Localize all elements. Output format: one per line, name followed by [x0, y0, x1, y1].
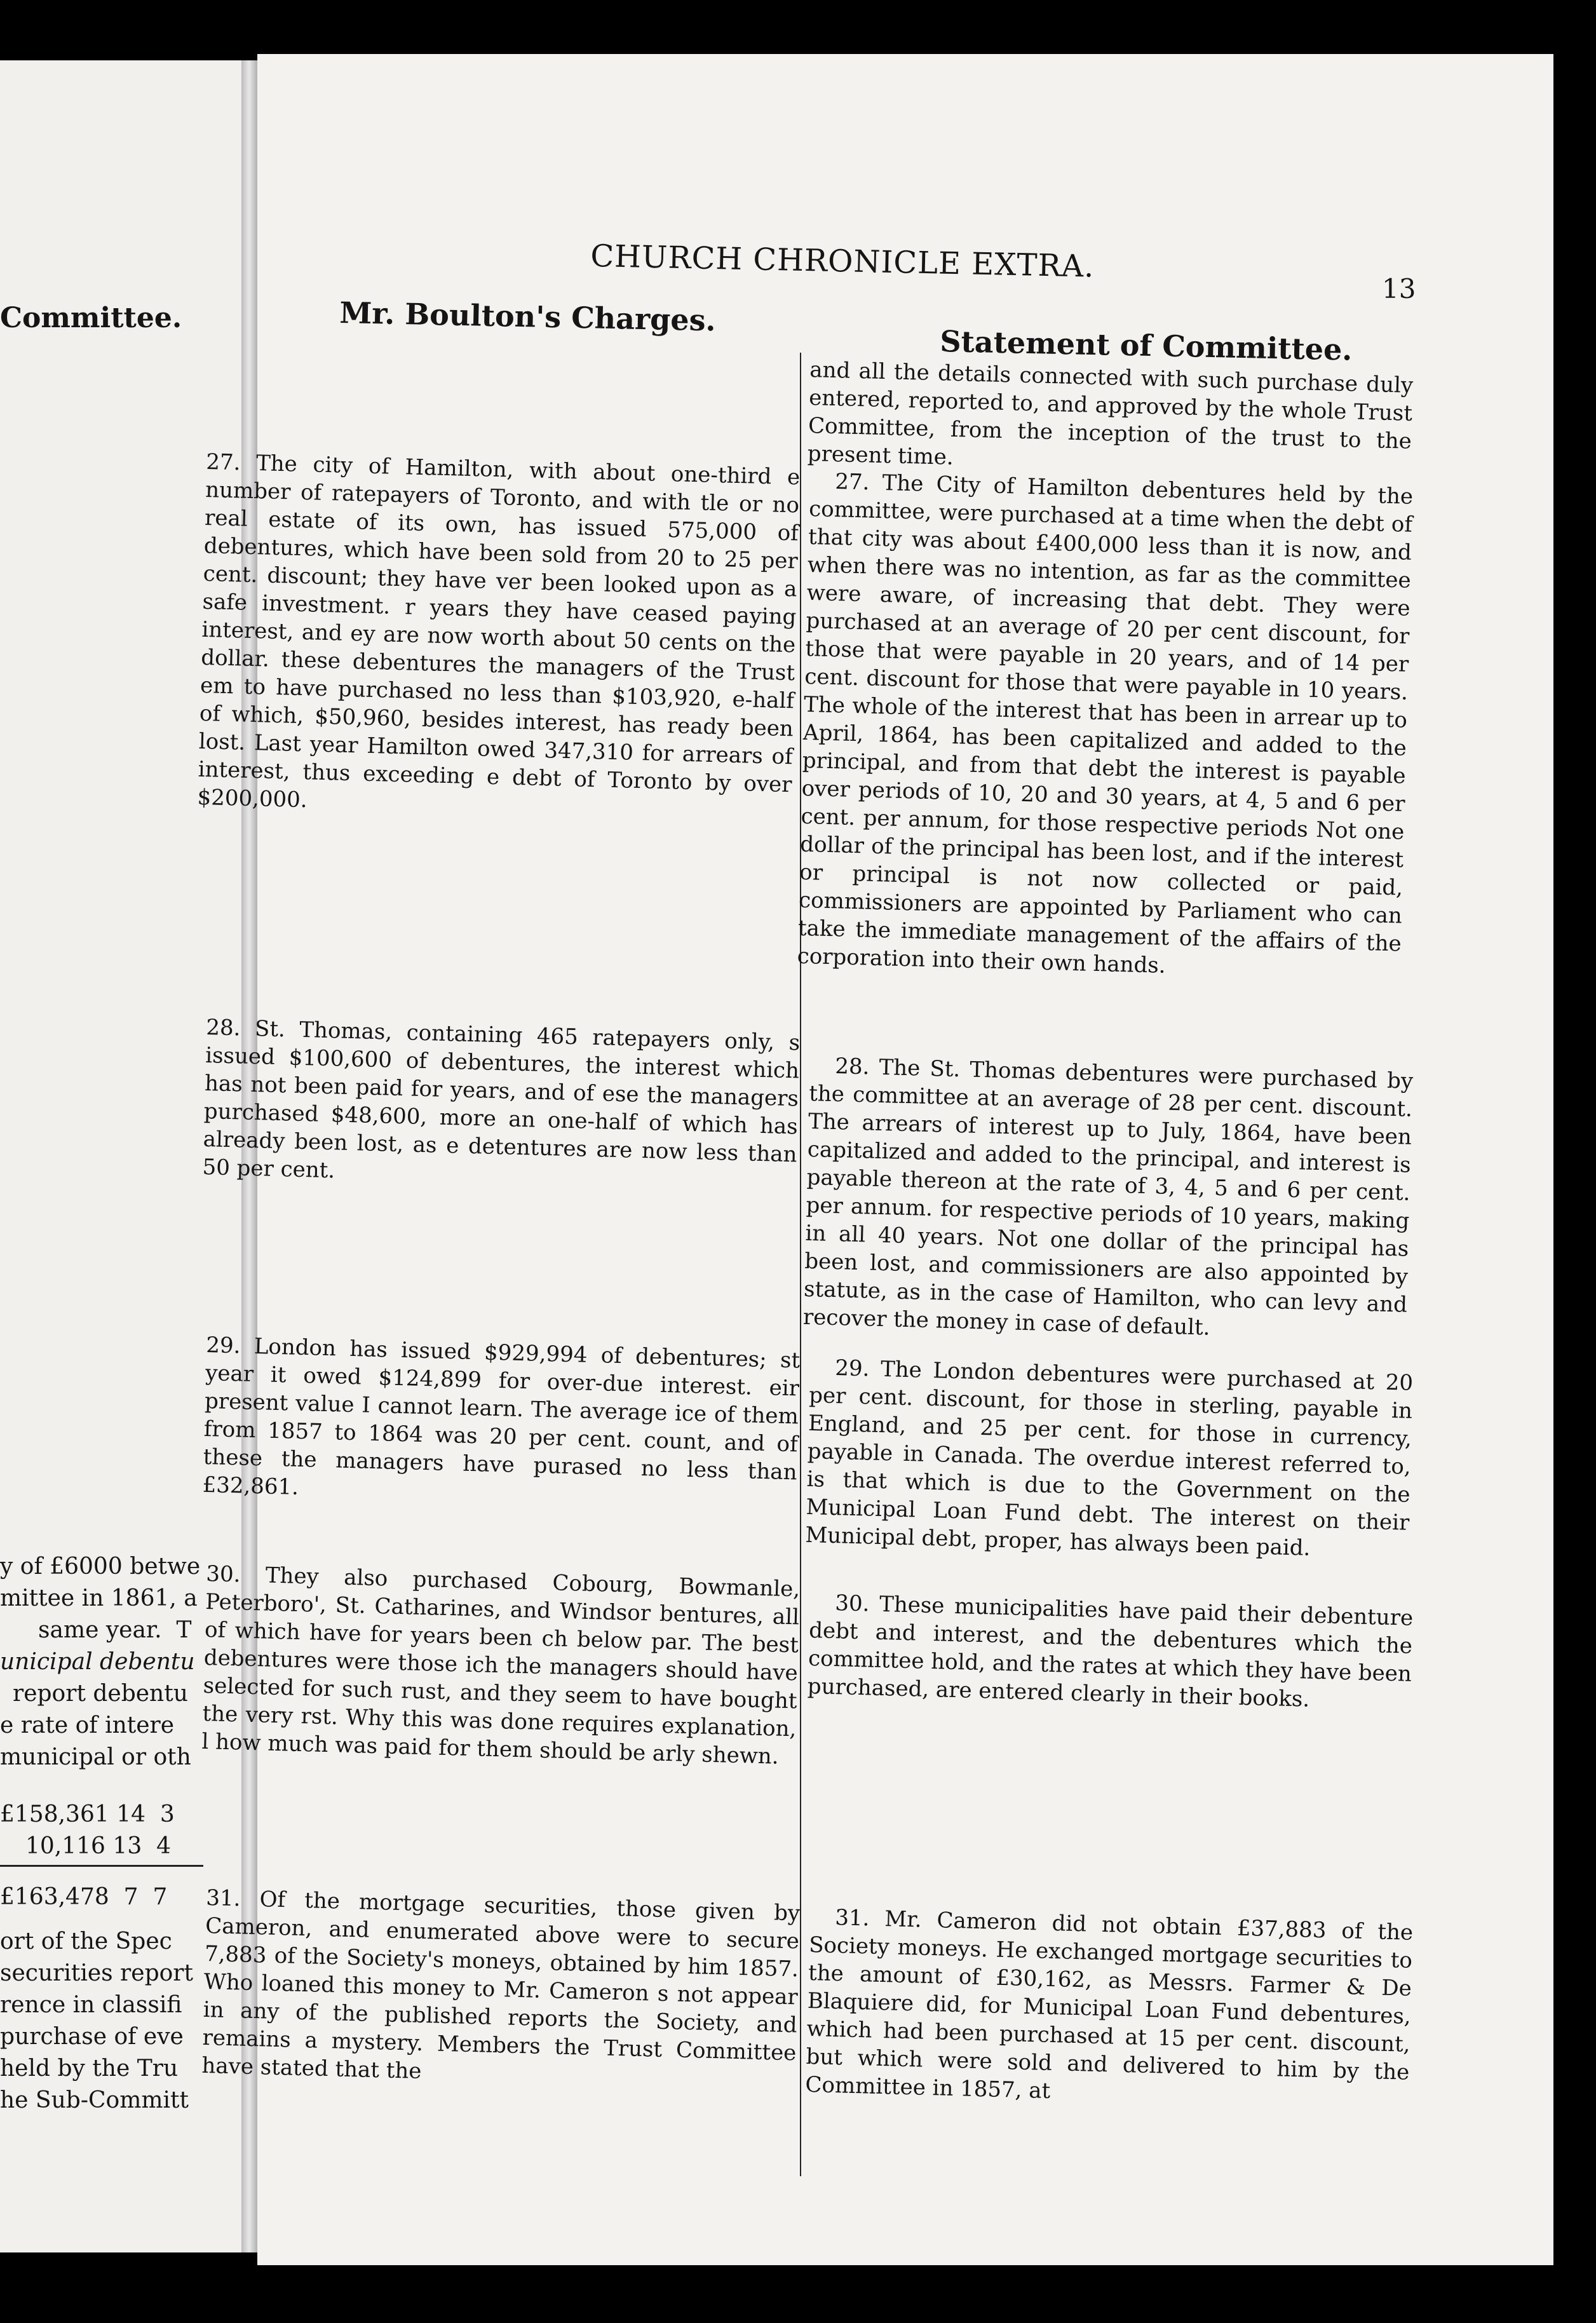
facing-page-sum-rule	[0, 1865, 203, 1867]
charge-31	[201, 1884, 801, 2128]
facing-page-line: unicipal debentu	[0, 1649, 195, 1675]
statement-30	[806, 1588, 1413, 1763]
facing-page-heading: Committee.	[0, 302, 182, 334]
statement-27	[794, 467, 1414, 1093]
charge-31-text: 31. Of the mortgage securities, those given by Cameron, and enumerated above were to secure 7,883 of the Society's moneys, obtained by him 1857. Who loaned this money to Mr. Cameron s not appear in any of the published reports the Society, and remains a mystery. Members the Trust Committee have stated that the	[201, 1885, 801, 2084]
charge-29-text: 29. London has issued $929,994 of debentures; st year it owed $124,899 for over-due interest. eir present value I cannot learn. The average ice of them from 1857 to 1864 was 20 per cent. count, and of these the managers have purased no less than £32,861.	[202, 1332, 801, 1500]
facing-page-line: purchase of eve	[0, 2024, 184, 2050]
statement-31-text: 31. Mr. Cameron did not obtain £37,883 of the Society moneys. He exchanged mortgage securities to the amount of £30,162, as Messrs. Farmer & De Blaquiere did, for Municipal Loan Fund debentures, which had been purchased at 15 per cent. discount, but which were sold and delivered to him by the Committee in 1857, at	[804, 1905, 1414, 2104]
facing-page-amount: £158,361 14 3	[0, 1801, 175, 1827]
facing-page-total: £163,478 7 7	[0, 1884, 168, 1910]
main-page	[197, 54, 1553, 2265]
statement-30-text: 30. These municipalities have paid their debenture debt and interest, and the debentures which the committee hold, and the rates at which they have been purchased, are entered clearly in their books.	[807, 1590, 1414, 1712]
statement-31	[804, 1903, 1413, 2129]
statement-column-heading: Statement of Committee.	[939, 324, 1353, 367]
facing-page-line: rence in classifi	[0, 1992, 182, 2018]
facing-page-line: e rate of intere	[0, 1712, 175, 1738]
charge-27	[196, 448, 801, 864]
facing-page-line: held by the Tru	[0, 2055, 179, 2082]
facing-page-line: y of £6000 betwe	[0, 1554, 201, 1580]
charge-29	[200, 1331, 801, 1588]
facing-page-amount: 10,116 13 4	[25, 1833, 172, 1859]
page-number: 13	[1382, 273, 1416, 304]
charge-28	[200, 1013, 801, 1270]
statement-29	[804, 1353, 1414, 1623]
statement-29-text: 29. The London debentures were purchased at 20 per cent. discount, for those in sterling, payable in England, and 25 per cent. for those in currency, payable in Canada. The overdue interest referred to, is that which is due to the Government on the Municipal Loan Fund debt. The interest on their Municipal debt, proper, has always been paid.	[804, 1355, 1414, 1561]
facing-page-line: municipal or oth	[0, 1744, 191, 1770]
statement-28	[801, 1052, 1413, 1398]
facing-page-line: mittee in 1861, a	[0, 1585, 198, 1611]
facing-page-line: report debentu	[13, 1681, 188, 1707]
statement-28-text: 28. The St. Thomas debentures were purchased by the committee at an average of 28 per cent. discount. The arrears of interest up to July, 1864, have been capitalized and added to the principal, and interest is payable thereon at the rate of 3, 4, 5 and 6 per cent. per annum. for respective periods of 10 years, making in all 40 years. Not one dollar of the principal has been lost, and commissioners are also appointed by statute, as in the case of Hamilton, who can levy and recover the money in case of default.	[802, 1053, 1414, 1341]
charge-30	[198, 1560, 800, 1880]
running-title: CHURCH CHRONICLE EXTRA.	[590, 238, 1095, 285]
facing-page-line: he Sub-Committ	[0, 2087, 189, 2113]
facing-page-line: securities report	[0, 1960, 193, 1986]
charge-30-text: 30. They also purchased Cobourg, Bowmanle, Peterboro', St. Catharines, and Windsor bentures, all of which have for years been ch below par. The best debentures were those ich the managers should have selected for such rust, and they seem to have bought the very rst. Why this was done requires explanation, l how much was paid for them should be arly shewn.	[201, 1561, 801, 1770]
charges-column-heading: Mr. Boulton's Charges.	[339, 295, 717, 338]
facing-page-line: ort of the Spec	[0, 1928, 172, 1954]
statement-27-text: 27. The City of Hamilton debentures held by the committee, were purchased at a time when the debt of that city was about £400,000 less than it is now, and when there was no intention, as far as the committee were aware, of increasing that debt. They were purchased at an average of 20 per cent discount, for those that were payable in 20 years, and of 14 per cent. discount for those that were payable in 10 years. The whole of the interest that has been in arrear up to April, 1864, has been capitalized and added to the principal, and from that debt the interest is payable over periods of 10, 20 and 30 years, at 4, 5 and 6 per cent. per annum, for those respective periods Not one dollar of the principal has been lost, and if the interest or principal is not now collected or paid, commissioners are appointed by Parliament who can take the immediate management of the affairs of the corporation into their own hands.	[797, 469, 1414, 979]
statement-26-text: and all the details connected with such purchase duly entered, reported to, and approved by the whole Trust Committee, from the inception of the trust to the present time.	[807, 356, 1414, 470]
charge-27-text: 27. The city of Hamilton, with about one-third e number of ratepayers of Toronto, and with tle or no real estate of its own, has issued 575,000 of debentures, which have been sold from 20 to 25 per cent. discount; they have ver been looked upon as a safe investment. r years they have ceased paying interest, and ey are now worth about 50 cents on the dollar. these debentures the managers of the Trust em to have purchased no less than $103,920, e-half of which, $50,960, besides interest, has ready been lost. Last year Hamilton owed 347,310 for arrears of interest, thus exceeding e debt of Toronto by over $200,000.	[197, 449, 801, 813]
charge-28-text: 28. St. Thomas, containing 465 ratepayers only, s issued $100,600 of debentures, the interest which has not been paid for years, and of ese the managers purchased $48,600, more an one-half of which has already been lost, as e detentures are now less than 50 per cent.	[202, 1014, 801, 1184]
facing-page-line: same year. T	[38, 1617, 192, 1643]
